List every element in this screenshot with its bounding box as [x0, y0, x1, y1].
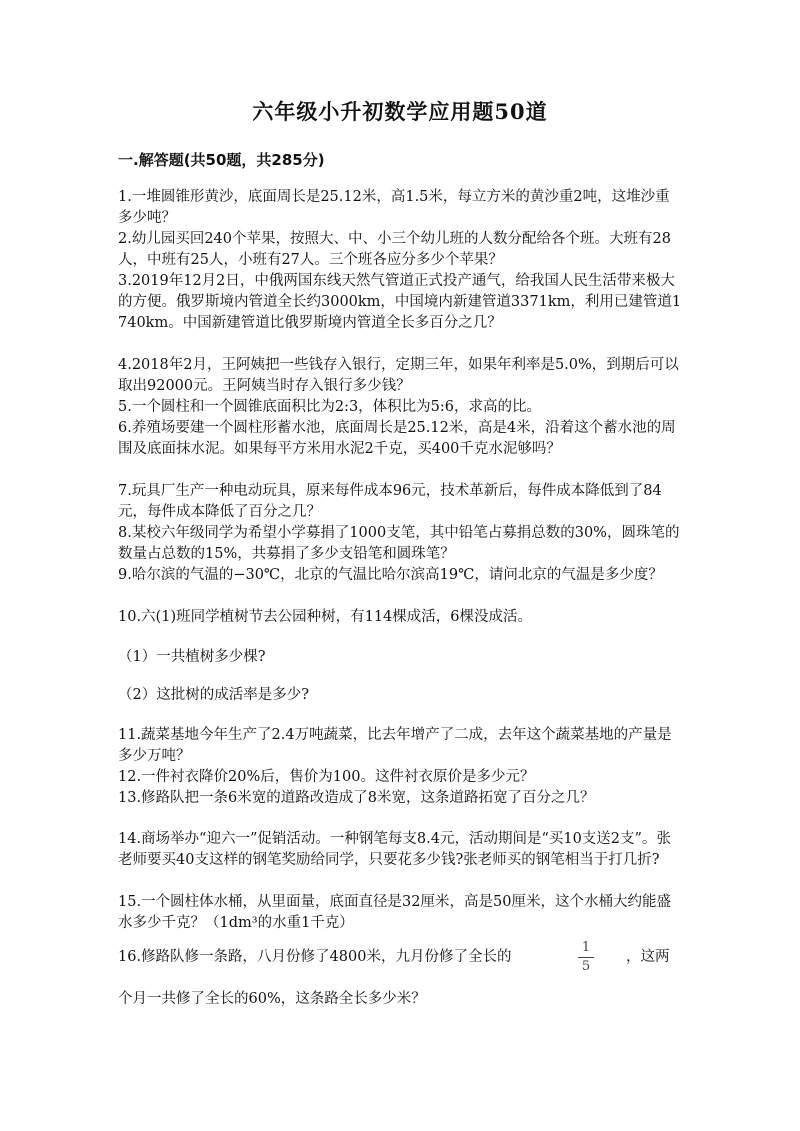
fraction-denominator: 5 [581, 959, 591, 974]
section-heading: 一.解答题(共50题，共285分) [118, 151, 325, 169]
fraction-one-fifth [578, 940, 594, 975]
question-12: 12.一件衬衣降价20%后，售价为100。这件衬衣原价是多少元？ [118, 769, 535, 785]
question-16-line-1-end: ，这两 [626, 949, 670, 965]
question-9: 9.哈尔滨的气温的−30℃，北京的气温比哈尔滨高19℃，请问北京的气温是多少度？ [118, 567, 663, 583]
question-5: 5.一个圆柱和一个圆锥底面积比为2:3，体积比为5:6，求高的比。 [118, 399, 542, 415]
question-14: 14.商场举办“迎六一”促销活动。一种钢笔每支8.4元，活动期间是“买10支送2支”。张老师要买40支这样的钢笔奖励给同学，只要花多少钱?张老师买的钢笔相当于打几折? [118, 831, 671, 868]
question-8: 8.某校六年级同学为希望小学募捐了1000支笔，其中铅笔占募捐总数的30%，圆珠笔的数量占总数的15%，共募捐了多少支铅笔和圆珠笔？ [118, 525, 680, 562]
question-16-line-2: 个月一共修了全长的60%，这条路全长多少米？ [118, 991, 426, 1007]
question-10-part-2: （2）这批树的成活率是多少? [118, 687, 309, 703]
question-4: 4.2018年2月，王阿姨把一些钱存入银行，定期三年，如果年利率是5.0%，到期后可以取出92000元。王阿姨当时存入银行多少钱？ [118, 357, 679, 394]
question-16-line-1: 16.修路队修一条路，八月份修了4800米，九月份修了全长的 [118, 949, 512, 965]
question-11: 11.蔬菜基地今年生产了2.4万吨蔬菜，比去年增产了二成，去年这个蔬菜基地的产量是多少万吨？ [118, 727, 672, 764]
question-1: 1.一堆圆锥形黄沙，底面周长是25.12米，高1.5米，每立方米的黄沙重2吨，这堆沙重多少吨？ [118, 189, 670, 226]
page-title: 六年级小升初数学应用题50道 [252, 99, 548, 124]
question-15: 15.一个圆柱体水桶，从里面量，底面直径是32厘米，高是50厘米，这个水桶大约能盛水多少千克？（1dm³的水重1千克） [118, 894, 671, 931]
fraction-numerator: 1 [581, 940, 591, 955]
question-2: 2.幼儿园买回240个苹果，按照大、中、小三个幼儿班的人数分配给各个班。大班有28人，中班有25人，小班有27人。三个班各应分多少个苹果？ [118, 231, 671, 268]
question-10-part-1: （1）一共植树多少棵? [118, 649, 266, 665]
question-10: 10.六(1)班同学植树节去公园种树，有114棵成活，6棵没成活。 [118, 609, 532, 625]
question-7: 7.玩具厂生产一种电动玩具，原来每件成本96元，技术革新后，每件成本降低到了84元，每件成本降低了百分之几？ [118, 483, 662, 520]
fraction-bar [578, 957, 594, 958]
question-6: 6.养殖场要建一个圆柱形蓄水池，底面周长是25.12米，高是4米，沿着这个蓄水池的周围及底面抹水泥。如果每平方米用水泥2千克，买400千克水泥够吗？ [118, 420, 676, 457]
question-13: 13.修路队把一条6米宽的道路改造成了8米宽，这条道路拓宽了百分之几？ [118, 790, 595, 806]
question-3: 3.2019年12月2日，中俄两国东线天然气管道正式投产通气，给我国人民生活带来极大的方便。俄罗斯境内管道全长约3000km，中国境内新建管道3371km，利用已建管道1740km。中国新建管道比俄罗斯境内管道全长多百分之几？ [118, 273, 682, 331]
